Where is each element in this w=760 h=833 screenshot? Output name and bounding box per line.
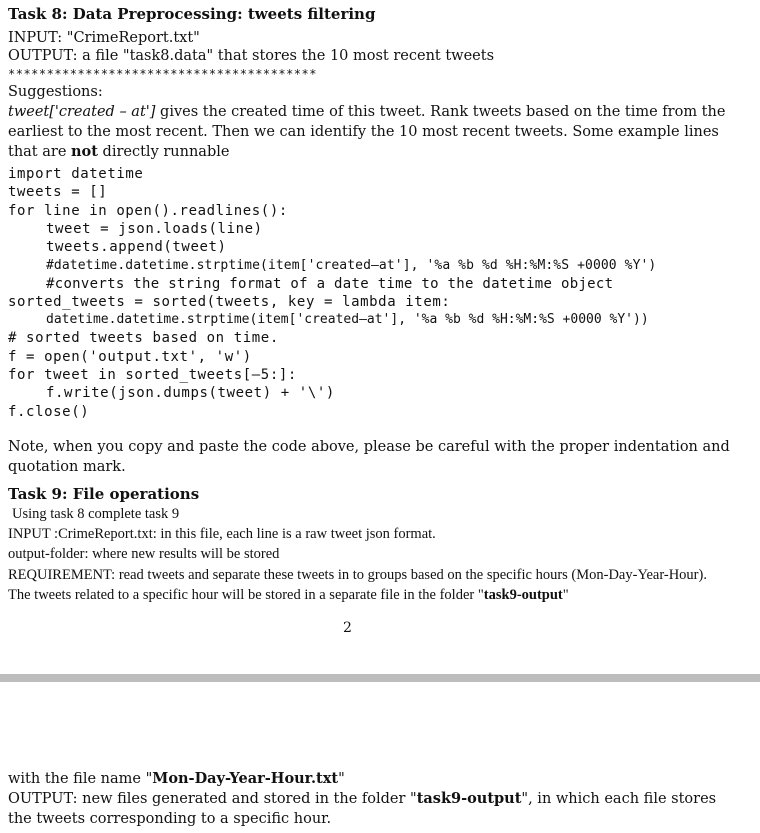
code-line: tweet = json.loads(line) [46, 221, 263, 237]
task9-requirement: REQUIREMENT: read tweets and separate these tweets in to groups based on the specific hours (Mon-Day-Year-Hour). The tweets related to a specific hour will be stored in a separate file in the folder "task9-output" [8, 567, 707, 603]
suggestion-code-ref: tweet['created – at'] [8, 104, 156, 120]
task8-output: OUTPUT: a file "task8.data" that stores the 10 most recent tweets [8, 48, 495, 64]
code-line: tweets.append(tweet) [46, 239, 227, 255]
suggestions-label: Suggestions: [8, 84, 103, 100]
task9-title: Task 9: File operations [8, 485, 200, 503]
code-line: #datetime.datetime.strptime(item['created–at'], '%a %b %d %H:%M:%S +0000 %Y') [46, 258, 657, 273]
page-number: 2 [343, 620, 352, 636]
code-line: import datetime [8, 166, 144, 182]
separator-stars: **************************************** [8, 67, 317, 81]
code-line: #converts the string format of a date time to the datetime object [46, 276, 614, 292]
code-line: for tweet in sorted_tweets[–5:]: [8, 367, 297, 383]
page-divider [0, 674, 760, 682]
code-line: sorted_tweets = sorted(tweets, key = lambda item: [8, 294, 451, 310]
code-line: tweets = [] [8, 184, 108, 200]
task9-input: INPUT :CrimeReport.txt: in this file, each line is a raw tweet json format. [8, 526, 436, 542]
task8-title: Task 8: Data Preprocessing: tweets filtering [8, 5, 376, 23]
suggestions-text: tweet['created – at'] gives the created time of this tweet. Rank tweets based on the time from the earliest to the most recent. Then we can identify the 10 most recent tweets. Some example lines that are not directly runnable [8, 104, 726, 160]
code-line: f.write(json.dumps(tweet) + '\') [46, 385, 335, 401]
code-line: # sorted tweets based on time. [8, 330, 279, 346]
code-line: for line in open().readlines(): [8, 203, 288, 219]
task9-output: OUTPUT: new files generated and stored in the folder "task9-output", in which each file stores the tweets corresponding to a specific hour. [8, 790, 717, 827]
code-line: datetime.datetime.strptime(item['created–at'], '%a %b %d %H:%M:%S +0000 %Y')) [46, 312, 649, 327]
code-line: f.close() [8, 404, 90, 420]
code-line: f = open('output.txt', 'w') [8, 349, 252, 365]
task9-subtitle: Using task 8 complete task 9 [12, 506, 180, 522]
task9-output-folder: output-folder: where new results will be stored [8, 546, 280, 562]
task9-filename-line: with the file name "Mon-Day-Year-Hour.txt" [8, 770, 345, 787]
copy-paste-note: Note, when you copy and paste the code above, please be careful with the proper indentation and quotation mark. [8, 439, 730, 475]
task8-input: INPUT: "CrimeReport.txt" [8, 30, 200, 46]
